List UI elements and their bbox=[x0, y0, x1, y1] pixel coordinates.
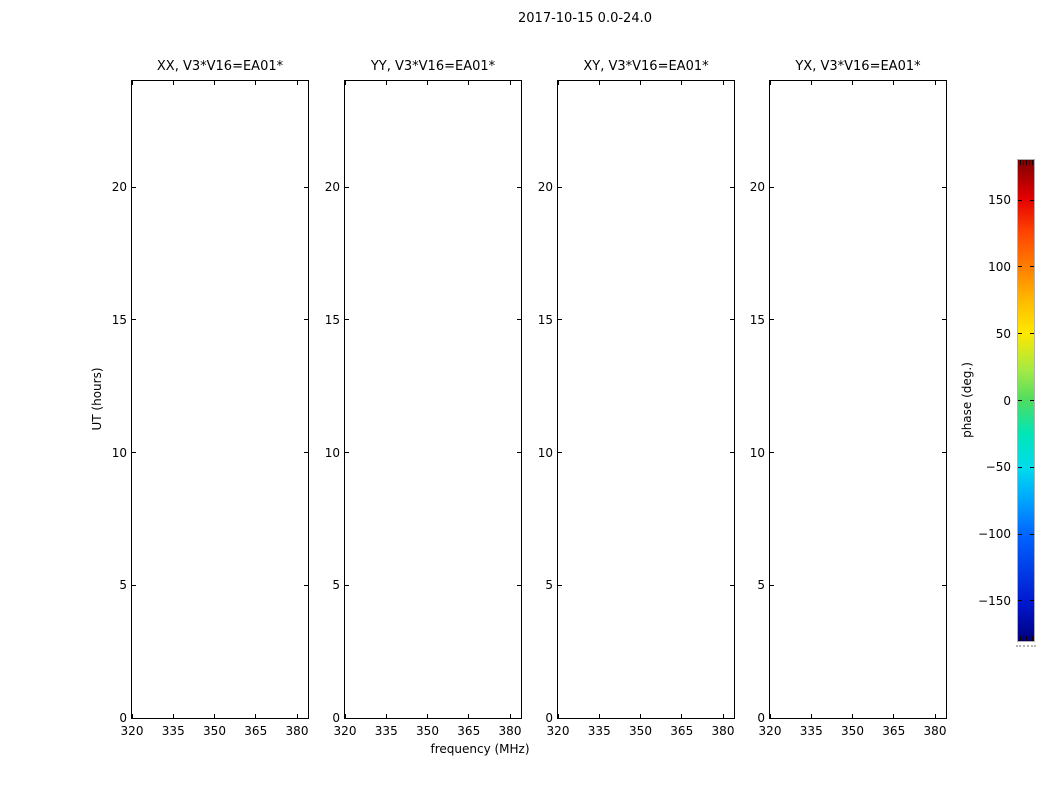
colorbar-tick bbox=[1018, 200, 1022, 201]
y-tick bbox=[517, 187, 521, 188]
y-tick-label: 10 bbox=[324, 445, 340, 460]
y-tick bbox=[558, 452, 562, 453]
x-tick bbox=[599, 714, 600, 718]
x-tick bbox=[173, 714, 174, 718]
x-tick-label: 350 bbox=[629, 724, 652, 738]
x-tick-label: 365 bbox=[457, 724, 481, 738]
colorbar-tick bbox=[1030, 534, 1034, 535]
y-tick bbox=[132, 452, 136, 453]
y-tick-label: 20 bbox=[111, 180, 127, 195]
y-tick bbox=[517, 319, 521, 320]
y-tick bbox=[558, 187, 562, 188]
colorbar-tick-label: −150 bbox=[978, 593, 1011, 608]
y-tick-label: 5 bbox=[332, 578, 340, 593]
y-tick bbox=[770, 585, 774, 586]
y-tick-label: 20 bbox=[749, 180, 765, 195]
y-tick-label: 15 bbox=[111, 312, 127, 327]
x-tick-label: 335 bbox=[161, 724, 185, 738]
x-tick bbox=[468, 81, 469, 85]
y-tick-label: 0 bbox=[545, 711, 553, 725]
x-tick bbox=[770, 81, 771, 85]
y-tick bbox=[517, 452, 521, 453]
subplot-xy-panel bbox=[537, 59, 735, 738]
x-tick-label: 320 bbox=[758, 724, 782, 738]
x-tick-label: 335 bbox=[374, 724, 398, 738]
x-tick-label: 350 bbox=[203, 724, 226, 738]
colorbar bbox=[978, 159, 1035, 642]
y-tick bbox=[770, 187, 774, 188]
y-tick bbox=[517, 585, 521, 586]
y-tick bbox=[942, 585, 946, 586]
colorbar-tick bbox=[1018, 534, 1022, 535]
subplot-yx-axes bbox=[749, 80, 947, 738]
y-tick bbox=[345, 452, 349, 453]
subplot-yy-panel bbox=[324, 59, 522, 738]
x-tick-label: 320 bbox=[333, 724, 357, 738]
y-tick-label: 20 bbox=[537, 180, 553, 195]
y-tick bbox=[730, 585, 734, 586]
x-tick bbox=[681, 714, 682, 718]
x-tick bbox=[640, 714, 641, 718]
colorbar-comb-mark bbox=[1020, 160, 1021, 165]
colorbar-comb-mark bbox=[1029, 636, 1030, 641]
colorbar-dotted-edge bbox=[1016, 645, 1036, 647]
y-tick bbox=[942, 452, 946, 453]
colorbar-comb-mark bbox=[1026, 636, 1027, 641]
x-tick-label: 380 bbox=[498, 724, 522, 738]
x-tick-label: 350 bbox=[841, 724, 864, 738]
y-tick-label: 10 bbox=[537, 445, 553, 460]
subplot-xx-axes bbox=[111, 80, 309, 738]
figure-suptitle: 2017-10-15 0.0-24.0 bbox=[518, 11, 652, 26]
y-tick bbox=[345, 718, 349, 719]
x-tick bbox=[386, 81, 387, 85]
x-tick bbox=[723, 714, 724, 718]
colorbar-tick bbox=[1030, 266, 1034, 267]
x-tick bbox=[345, 81, 346, 85]
colorbar-gradient bbox=[978, 159, 1035, 642]
colorbar-tick bbox=[1018, 333, 1022, 334]
y-tick bbox=[304, 452, 308, 453]
colorbar-tick-label: 150 bbox=[988, 193, 1011, 208]
x-tick bbox=[935, 81, 936, 85]
y-tick-label: 0 bbox=[757, 711, 765, 725]
x-tick bbox=[427, 81, 428, 85]
x-tick bbox=[255, 81, 256, 85]
colorbar-tick bbox=[1018, 600, 1022, 601]
y-tick bbox=[558, 319, 562, 320]
y-axis-label: UT (hours) bbox=[90, 367, 104, 431]
x-tick bbox=[599, 81, 600, 85]
colorbar-tick bbox=[1030, 600, 1034, 601]
x-tick bbox=[935, 714, 936, 718]
x-tick-label: 380 bbox=[923, 724, 947, 738]
x-tick bbox=[132, 81, 133, 85]
colorbar-tick-label: 100 bbox=[988, 259, 1011, 274]
colorbar-label: phase (deg.) bbox=[960, 362, 974, 438]
x-tick bbox=[723, 81, 724, 85]
x-tick bbox=[558, 81, 559, 85]
y-tick bbox=[517, 718, 521, 719]
colorbar-tick-label: 50 bbox=[995, 326, 1011, 341]
x-tick-label: 365 bbox=[882, 724, 906, 738]
x-tick-label: 380 bbox=[285, 724, 309, 738]
y-tick-label: 5 bbox=[545, 578, 553, 593]
colorbar-comb-mark bbox=[1020, 636, 1021, 641]
x-tick bbox=[640, 81, 641, 85]
y-tick bbox=[304, 585, 308, 586]
y-tick bbox=[132, 319, 136, 320]
y-tick bbox=[730, 452, 734, 453]
colorbar-tick bbox=[1018, 400, 1022, 401]
colorbar-tick-label: −100 bbox=[978, 527, 1011, 542]
y-tick-label: 15 bbox=[324, 312, 340, 327]
y-tick-label: 0 bbox=[332, 711, 340, 725]
subplot-yx-title: YX, V3*V16=EA01* bbox=[795, 59, 921, 74]
x-tick bbox=[468, 714, 469, 718]
colorbar-comb-mark bbox=[1026, 160, 1027, 165]
x-tick-label: 320 bbox=[546, 724, 570, 738]
colorbar-comb-mark bbox=[1023, 636, 1024, 641]
colorbar-tick-label: −50 bbox=[985, 460, 1011, 475]
colorbar-comb-mark bbox=[1032, 636, 1033, 641]
x-tick bbox=[811, 714, 812, 718]
y-tick-label: 15 bbox=[749, 312, 765, 327]
y-tick bbox=[770, 718, 774, 719]
y-tick bbox=[304, 718, 308, 719]
colorbar-tick bbox=[1030, 333, 1034, 334]
y-tick bbox=[942, 718, 946, 719]
x-tick bbox=[510, 714, 511, 718]
x-tick bbox=[214, 81, 215, 85]
x-tick-label: 350 bbox=[416, 724, 439, 738]
y-tick-label: 15 bbox=[537, 312, 553, 327]
y-tick bbox=[345, 187, 349, 188]
y-tick bbox=[132, 585, 136, 586]
y-tick-label: 5 bbox=[119, 578, 127, 593]
y-tick bbox=[730, 187, 734, 188]
subplot-xy-title: XY, V3*V16=EA01* bbox=[583, 59, 709, 74]
x-tick-label: 365 bbox=[670, 724, 694, 738]
y-tick bbox=[132, 187, 136, 188]
colorbar-tick bbox=[1030, 467, 1034, 468]
x-tick bbox=[255, 714, 256, 718]
subplot-xx-title: XX, V3*V16=EA01* bbox=[156, 59, 284, 74]
colorbar-comb-mark bbox=[1032, 160, 1033, 165]
x-tick bbox=[214, 714, 215, 718]
y-tick-label: 5 bbox=[757, 578, 765, 593]
colorbar-tick bbox=[1030, 400, 1034, 401]
x-tick-label: 320 bbox=[120, 724, 144, 738]
y-tick bbox=[132, 718, 136, 719]
subplot-yy-axes bbox=[324, 80, 522, 738]
x-tick bbox=[173, 81, 174, 85]
colorbar-tick-label: 0 bbox=[1003, 393, 1011, 408]
y-tick-label: 10 bbox=[111, 445, 127, 460]
x-tick bbox=[427, 714, 428, 718]
colorbar-tick bbox=[1018, 467, 1022, 468]
colorbar-tick bbox=[1018, 266, 1022, 267]
x-tick bbox=[893, 714, 894, 718]
x-tick-label: 380 bbox=[711, 724, 735, 738]
x-tick-label: 335 bbox=[799, 724, 823, 738]
x-tick bbox=[852, 714, 853, 718]
x-tick bbox=[681, 81, 682, 85]
x-tick bbox=[811, 81, 812, 85]
x-tick-label: 335 bbox=[587, 724, 611, 738]
y-tick bbox=[730, 718, 734, 719]
y-tick-label: 10 bbox=[749, 445, 765, 460]
x-axis-label: frequency (MHz) bbox=[430, 742, 530, 756]
x-tick bbox=[852, 81, 853, 85]
subplot-xx-panel bbox=[111, 59, 309, 738]
y-tick bbox=[558, 585, 562, 586]
subplot-yx-panel bbox=[749, 59, 947, 738]
y-tick bbox=[345, 319, 349, 320]
x-tick bbox=[386, 714, 387, 718]
y-tick bbox=[942, 319, 946, 320]
subplot-yy-title: YY, V3*V16=EA01* bbox=[370, 59, 496, 74]
y-tick bbox=[558, 718, 562, 719]
y-tick bbox=[730, 319, 734, 320]
x-tick bbox=[893, 81, 894, 85]
y-tick-label: 0 bbox=[119, 711, 127, 725]
x-tick bbox=[297, 81, 298, 85]
y-tick bbox=[942, 187, 946, 188]
y-tick bbox=[304, 187, 308, 188]
x-tick bbox=[510, 81, 511, 85]
y-tick-label: 20 bbox=[324, 180, 340, 195]
subplot-xy-axes bbox=[537, 80, 735, 738]
colorbar-comb-mark bbox=[1023, 160, 1024, 165]
colorbar-tick bbox=[1030, 200, 1034, 201]
y-tick bbox=[345, 585, 349, 586]
y-tick bbox=[770, 452, 774, 453]
x-tick bbox=[297, 714, 298, 718]
colorbar-comb-mark bbox=[1029, 160, 1030, 165]
y-tick bbox=[304, 319, 308, 320]
x-tick-label: 365 bbox=[244, 724, 268, 738]
y-tick bbox=[770, 319, 774, 320]
